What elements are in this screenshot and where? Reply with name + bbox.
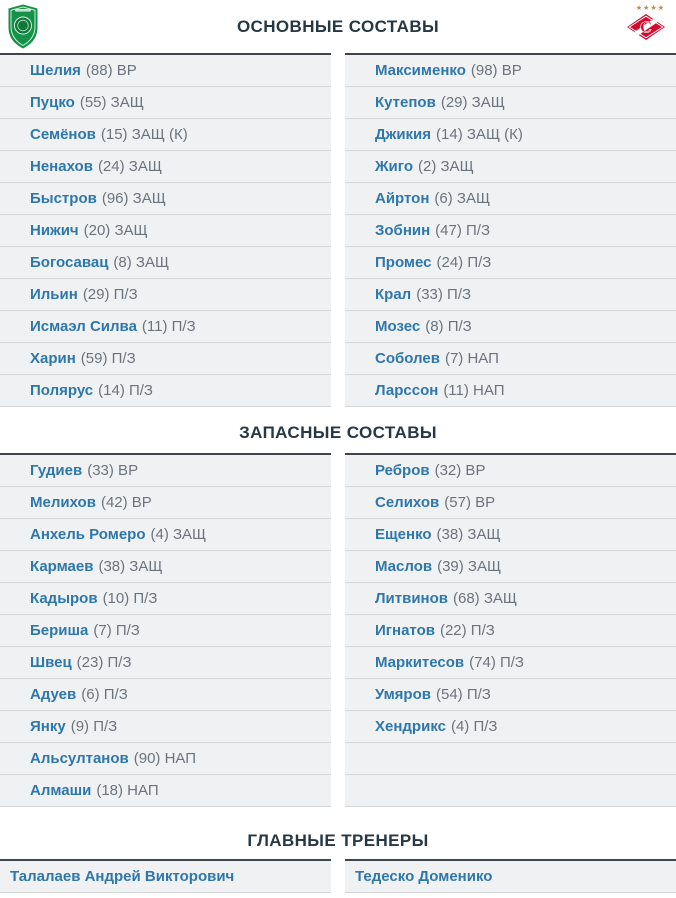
akhmat-crest-icon[interactable] xyxy=(8,4,38,49)
player-name[interactable]: Крал xyxy=(375,286,412,303)
player-row xyxy=(345,55,676,86)
player-number-position: (74) П/З xyxy=(469,654,524,671)
player-row xyxy=(0,214,331,246)
player-number-position: (11) НАП xyxy=(443,382,505,399)
player-number-position: (57) ВР xyxy=(444,494,496,511)
player-row xyxy=(0,278,331,310)
player-number-position: (9) П/З xyxy=(70,718,118,735)
svg-text:C: C xyxy=(640,18,652,37)
player-name[interactable]: Янку xyxy=(30,718,66,735)
player-row xyxy=(0,118,331,150)
section-title-subs: ЗАПАСНЫЕ СОСТАВЫ xyxy=(239,423,437,442)
player-number-position: (6) ЗАЩ xyxy=(434,190,491,207)
player-row xyxy=(345,710,676,742)
spartak-diamond xyxy=(626,13,666,41)
player-number-position: (96) ЗАЩ xyxy=(101,190,166,207)
player-number-position: (8) ЗАЩ xyxy=(113,254,170,271)
away-coach-list xyxy=(345,859,676,893)
player-number-position: (24) ЗАЩ xyxy=(97,158,162,175)
coach-row xyxy=(345,861,676,892)
player-name[interactable]: Маркитесов xyxy=(375,654,465,671)
page-title: ОСНОВНЫЕ СОСТАВЫ xyxy=(236,16,440,36)
player-name[interactable]: Хендрикс xyxy=(375,718,446,735)
empty-row xyxy=(345,774,676,806)
player-row xyxy=(0,246,331,278)
player-row xyxy=(0,486,331,518)
player-row xyxy=(345,455,676,486)
player-number-position: (8) П/З xyxy=(425,318,472,335)
player-number-position: (68) ЗАЩ xyxy=(452,590,517,607)
player-number-position: (14) П/З xyxy=(98,382,153,399)
player-row xyxy=(345,582,676,614)
player-name[interactable]: Кутепов xyxy=(375,94,436,111)
player-name[interactable]: Айртон xyxy=(375,190,430,207)
player-name[interactable]: Промес xyxy=(375,254,432,271)
player-name[interactable]: Кармаев xyxy=(30,558,94,575)
player-row xyxy=(0,518,331,550)
player-name[interactable]: Ребров xyxy=(375,462,430,479)
player-row xyxy=(0,182,331,214)
page-header xyxy=(0,0,676,53)
player-name[interactable]: Игнатов xyxy=(375,622,435,639)
player-name[interactable]: Адуев xyxy=(30,686,77,703)
spartak-crest-icon[interactable] xyxy=(626,4,666,41)
player-name[interactable]: Селихов xyxy=(375,494,440,511)
player-row xyxy=(345,374,676,406)
player-name[interactable]: Швец xyxy=(30,654,72,671)
player-row xyxy=(0,150,331,182)
player-name[interactable]: Максименко xyxy=(375,62,466,79)
player-number-position: (59) П/З xyxy=(80,350,136,367)
player-name[interactable]: Ещенко xyxy=(375,526,432,543)
player-row xyxy=(345,278,676,310)
player-name[interactable]: Полярус xyxy=(30,382,94,399)
player-row xyxy=(345,214,676,246)
section-title-coaches: ГЛАВНЫЕ ТРЕНЕРЫ xyxy=(247,831,429,850)
spartak-stars-icon: ★★★★ xyxy=(635,5,665,12)
player-name[interactable]: Соболев xyxy=(375,350,440,367)
player-row xyxy=(0,582,331,614)
player-name[interactable]: Шелия xyxy=(30,62,81,79)
player-row xyxy=(0,742,331,774)
main-lineups xyxy=(0,53,676,407)
player-row xyxy=(0,678,331,710)
player-name[interactable]: Ларссон xyxy=(375,382,439,399)
player-name[interactable]: Пуцко xyxy=(30,94,75,111)
player-number-position: (55) ЗАЩ xyxy=(79,94,144,111)
player-number-position: (11) П/З xyxy=(141,318,196,335)
player-name[interactable]: Быстров xyxy=(30,190,97,207)
player-number-position: (23) П/З xyxy=(76,654,132,671)
player-name[interactable]: Бериша xyxy=(30,622,89,639)
player-name[interactable]: Харин xyxy=(30,350,76,367)
coach-name[interactable]: Тедеско Доменико xyxy=(355,868,493,885)
player-number-position: (20) ЗАЩ xyxy=(83,222,148,239)
player-number-position: (33) П/З xyxy=(416,286,472,303)
player-row xyxy=(345,614,676,646)
player-number-position: (6) П/З xyxy=(81,686,128,703)
player-row xyxy=(345,86,676,118)
player-number-position: (88) ВР xyxy=(85,62,137,79)
player-number-position: (39) ЗАЩ xyxy=(437,558,502,575)
player-number-position: (14) ЗАЩ (К) xyxy=(436,126,523,143)
player-name[interactable]: Анхель Ромеро xyxy=(30,526,146,543)
player-name[interactable]: Алмаши xyxy=(30,782,92,799)
player-number-position: (24) П/З xyxy=(436,254,492,271)
player-number-position: (90) НАП xyxy=(133,750,197,767)
player-name[interactable]: Мозес xyxy=(375,318,421,335)
player-name[interactable]: Джикия xyxy=(375,126,432,143)
player-name[interactable]: Литвинов xyxy=(375,590,448,607)
player-number-position: (2) ЗАЩ xyxy=(418,158,474,175)
player-number-position: (98) ВР xyxy=(470,62,522,79)
player-row xyxy=(0,55,331,86)
player-row xyxy=(0,614,331,646)
player-row xyxy=(0,374,331,406)
player-number-position: (4) П/З xyxy=(450,718,498,735)
player-number-position: (38) ЗАЩ xyxy=(436,526,501,543)
away-subs-list xyxy=(345,453,676,807)
player-row xyxy=(0,646,331,678)
player-row xyxy=(0,710,331,742)
player-number-position: (15) ЗАЩ (К) xyxy=(100,126,188,143)
coaches xyxy=(0,859,676,893)
player-name[interactable]: Гудиев xyxy=(30,462,83,479)
player-number-position: (29) П/З xyxy=(82,286,138,303)
player-number-position: (7) НАП xyxy=(444,350,499,367)
home-main-list xyxy=(0,53,331,407)
player-row xyxy=(0,86,331,118)
player-row xyxy=(345,646,676,678)
player-number-position: (22) П/З xyxy=(439,622,495,639)
player-row xyxy=(345,486,676,518)
player-row xyxy=(345,678,676,710)
player-row xyxy=(345,246,676,278)
player-number-position: (32) ВР xyxy=(434,462,486,479)
player-name[interactable]: Ненахов xyxy=(30,158,93,175)
player-row xyxy=(0,550,331,582)
player-number-position: (54) П/З xyxy=(435,686,491,703)
player-name[interactable]: Зобнин xyxy=(375,222,431,239)
player-name[interactable]: Нижич xyxy=(30,222,79,239)
player-number-position: (18) НАП xyxy=(96,782,159,799)
player-name[interactable]: Жиго xyxy=(375,158,413,175)
player-row xyxy=(0,342,331,374)
player-row xyxy=(345,342,676,374)
player-name[interactable]: Кадыров xyxy=(30,590,98,607)
player-number-position: (4) ЗАЩ xyxy=(150,526,207,543)
subs-lineups xyxy=(0,453,676,807)
player-number-position: (38) ЗАЩ xyxy=(98,558,163,575)
player-name[interactable]: Исмаэл Силва xyxy=(30,318,137,335)
home-subs-list xyxy=(0,453,331,807)
player-name[interactable]: Семёнов xyxy=(30,126,96,143)
player-row xyxy=(0,310,331,342)
empty-row xyxy=(345,742,676,774)
player-name[interactable]: Ильин xyxy=(30,286,78,303)
coach-row xyxy=(0,861,331,892)
player-row xyxy=(0,455,331,486)
away-main-list xyxy=(345,53,676,407)
player-row xyxy=(345,518,676,550)
player-number-position: (29) ЗАЩ xyxy=(440,94,505,111)
coach-name[interactable]: Талалаев Андрей Викторович xyxy=(10,868,235,885)
player-row xyxy=(0,774,331,806)
player-name[interactable]: Богосавац xyxy=(30,254,109,271)
player-row xyxy=(345,118,676,150)
player-name[interactable]: Альсултанов xyxy=(30,750,129,767)
player-number-position: (47) П/З xyxy=(435,222,491,239)
player-number-position: (33) ВР xyxy=(87,462,139,479)
player-name[interactable]: Маслов xyxy=(375,558,433,575)
player-name[interactable]: Мелихов xyxy=(30,494,96,511)
player-row xyxy=(345,550,676,582)
player-number-position: (7) П/З xyxy=(93,622,140,639)
player-name[interactable]: Умяров xyxy=(375,686,431,703)
player-row xyxy=(345,182,676,214)
akhmat-shield xyxy=(8,4,38,49)
player-number-position: (10) П/З xyxy=(102,590,158,607)
player-row xyxy=(345,150,676,182)
player-number-position: (42) ВР xyxy=(100,494,152,511)
home-coach-list xyxy=(0,859,331,893)
player-row xyxy=(345,310,676,342)
